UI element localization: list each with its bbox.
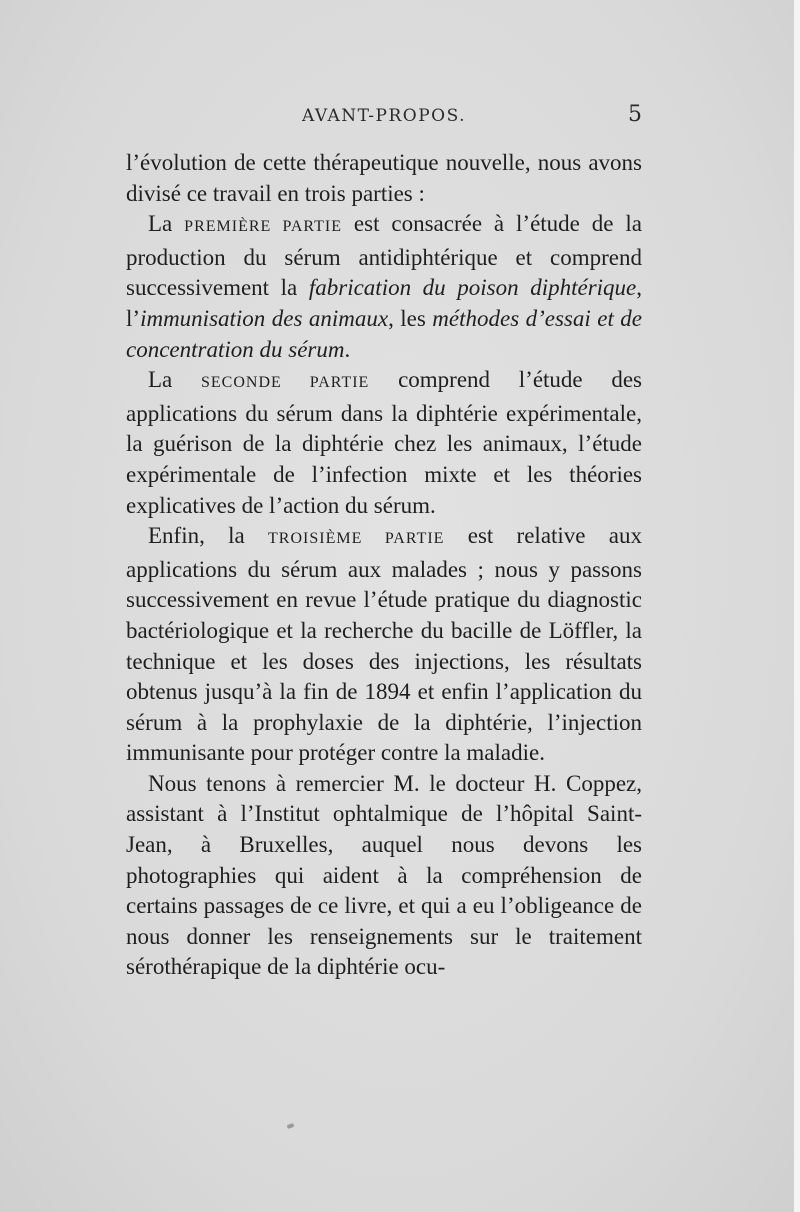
page-number: 5 xyxy=(628,102,642,127)
paragraph-4 xyxy=(126,521,642,769)
text-run: est consacrée à l’étude de la production du sérum antidiphtérique et comprend successivement la xyxy=(126,211,643,301)
page-header xyxy=(126,102,642,132)
paragraph-1 xyxy=(126,148,642,209)
italic-run: immunisation des animaux xyxy=(140,305,389,331)
text-run: , les xyxy=(388,305,433,331)
text-run: comprend l’étude des applications du sérum dans la diphtérie expérimentale, la guérison de la diphtérie chez les animaux, l’étude expérimentale de l’infection mixte et les théories explicatives de l’action du sérum. xyxy=(126,367,643,518)
text-run: La xyxy=(148,367,201,393)
small-caps-heading: SECONDE PARTIE xyxy=(201,374,370,392)
paragraph-2 xyxy=(126,209,642,365)
running-title: AVANT-PROPOS. xyxy=(301,106,467,126)
text-run: La xyxy=(148,211,185,237)
paragraph-text: l’évolution de cette thérapeutique nouvelle, nous avons divisé ce travail en trois parties : xyxy=(126,150,642,206)
paragraph-text: Nous tenons à remercier M. le docteur H. Coppez, assistant à l’Institut ophtalmique de l’hôpital Saint-Jean, à Bruxelles, auquel nous devons les photographies qui aident à la compréhension de certains passages de ce livre, et qui a eu l’obligeance de nous donner les renseignements sur le traitement sérothérapique de la diphtérie ocu- xyxy=(126,770,642,980)
italic-run: fabrication du poison diphtérique xyxy=(308,275,637,301)
page-edge xyxy=(794,0,800,1212)
body-text xyxy=(126,148,642,983)
ink-speck xyxy=(287,1123,295,1129)
text-run: Enfin, la xyxy=(148,523,269,549)
paragraph-3 xyxy=(126,365,642,521)
text-run: est relative aux applications du sérum aux malades ; nous y passons successivement en revue l’étude pratique du diagnostic bactériologique et la recherche du bacille de Löffler, la technique et les doses des injections, les résultats obtenus jusqu’à la fin de 1894 et enfin l’application du sérum à la prophylaxie de la diphtérie, l’injection immunisante pour protéger contre la maladie. xyxy=(126,523,643,766)
small-caps-heading: TROISIÈME PARTIE xyxy=(268,530,445,548)
text-run: . xyxy=(344,336,351,362)
text-run: , l’ xyxy=(126,275,642,331)
paragraph-5 xyxy=(126,769,642,983)
small-caps-heading: PREMIÈRE PARTIE xyxy=(184,218,343,236)
italic-run: méthodes d’essai et de concentration du sérum xyxy=(126,305,642,362)
